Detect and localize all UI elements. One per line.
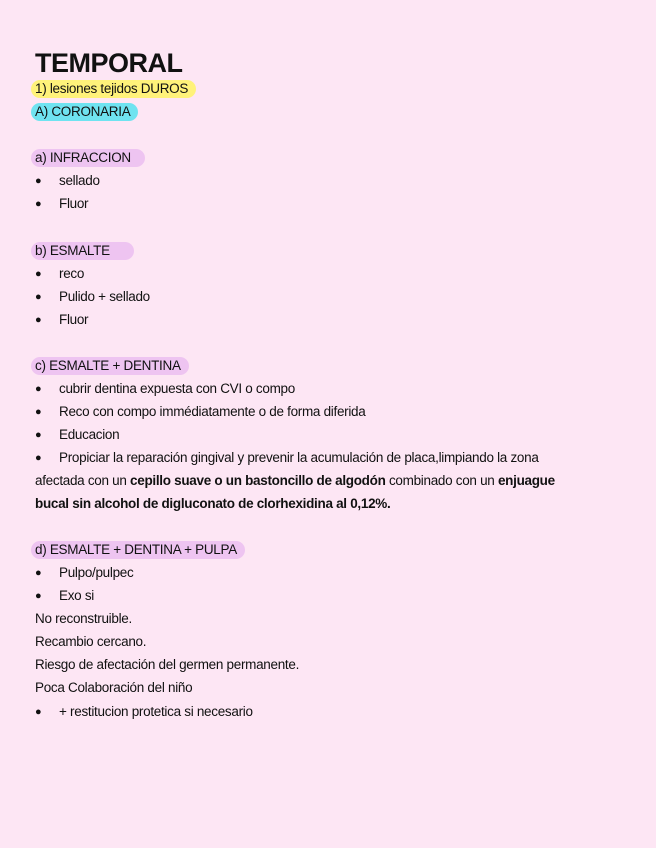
bold-text: cepillo suave o un bastoncillo de algodón: [130, 473, 386, 488]
bullet-icon: ●: [35, 706, 42, 718]
bold-text: bucal sin alcohol de digluconato de clorhexidina al 0,12%.: [35, 496, 391, 511]
list-item: [35, 195, 89, 213]
note-line: No reconstruible.: [35, 611, 132, 626]
list-item-text: Propiciar la reparación gingival y prevenir la acumulación de placa,limpiando la zona: [59, 450, 539, 465]
paragraph-text: afectada con un: [35, 473, 131, 488]
list-item: [35, 426, 120, 444]
bullet-icon: ●: [35, 291, 42, 303]
list-item-text: Pulido + sellado: [59, 289, 150, 304]
section-d-heading: [35, 541, 245, 559]
note-line: Poca Colaboración del niño: [35, 680, 193, 695]
list-item-text: Fluor: [59, 312, 89, 327]
list-item: [35, 449, 539, 467]
bullet-icon: ●: [35, 314, 42, 326]
paragraph-text: combinado con un: [385, 473, 498, 488]
list-item-text: Pulpo/pulpec: [59, 565, 134, 580]
list-item: [35, 265, 85, 283]
bullet-icon: ●: [35, 429, 42, 441]
bullet-icon: ●: [35, 452, 42, 464]
list-item: [35, 380, 295, 398]
section-a-heading: [35, 149, 145, 167]
section-b-label: b) ESMALTE: [31, 242, 134, 260]
list-item-text: cubrir dentina expuesta con CVI o compo: [59, 381, 295, 396]
heading-coronaria: [35, 103, 138, 121]
list-item: [35, 288, 150, 306]
list-item: [35, 587, 94, 605]
note-line: Riesgo de afectación del germen permanente.: [35, 657, 300, 672]
bullet-icon: ●: [35, 175, 42, 187]
heading-coronaria-text: A) CORONARIA: [31, 103, 138, 121]
list-item-text: reco: [59, 266, 85, 281]
section-a-label: a) INFRACCION: [31, 149, 145, 167]
bullet-icon: ●: [35, 383, 42, 395]
list-item-text: Educacion: [59, 427, 120, 442]
section-b-heading: [35, 242, 134, 260]
bullet-icon: ●: [35, 268, 42, 280]
page-title: TEMPORAL: [35, 48, 183, 78]
paragraph-line: [35, 472, 555, 490]
bullet-icon: ●: [35, 567, 42, 579]
bold-text: enjuague: [497, 473, 555, 488]
section-c-heading: [35, 357, 189, 375]
list-item-text: sellado: [59, 173, 100, 188]
heading-lesiones-text: 1) lesiones tejidos DUROS: [31, 80, 196, 98]
section-d-label: d) ESMALTE + DENTINA + PULPA: [31, 541, 245, 559]
paragraph-line: [35, 495, 390, 513]
bullet-icon: ●: [35, 406, 42, 418]
list-item-text: Exo si: [59, 588, 94, 603]
heading-lesiones: [35, 80, 196, 98]
list-item: [35, 703, 253, 721]
section-c-label: c) ESMALTE + DENTINA: [31, 357, 189, 375]
note-line: Recambio cercano.: [35, 634, 147, 649]
list-item: [35, 172, 100, 190]
bullet-icon: ●: [35, 590, 42, 602]
list-item: [35, 564, 134, 582]
list-item-text: Reco con compo immédiatamente o de forma diferida: [59, 404, 366, 419]
list-item: [35, 311, 89, 329]
list-item: [35, 403, 366, 421]
list-item-text: Fluor: [59, 196, 89, 211]
bullet-icon: ●: [35, 198, 42, 210]
list-item-text: + restitucion protetica si necesario: [59, 704, 253, 719]
